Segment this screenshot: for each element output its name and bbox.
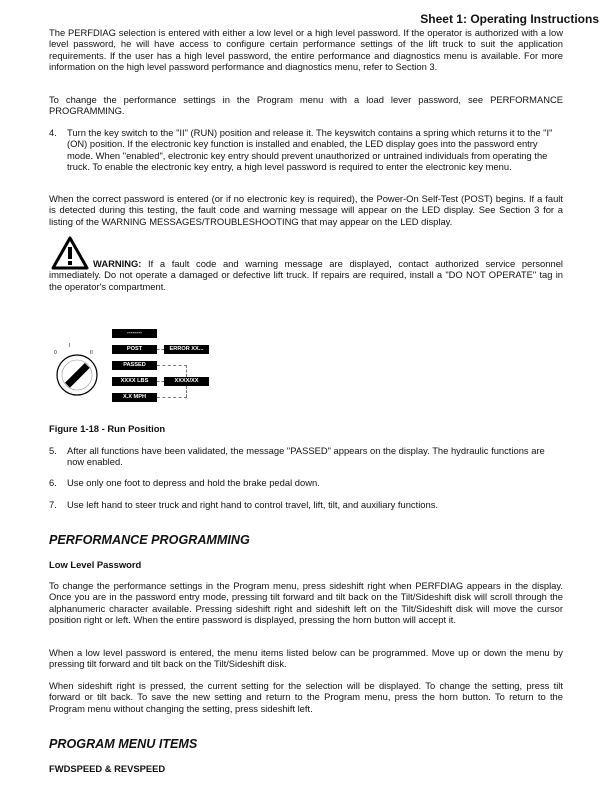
display-blank: -------- [112, 329, 157, 338]
display-passed: PASSED [112, 361, 157, 370]
post-paragraph: When the correct password is entered (or if no electronic key is required), the Power-On Self-Test (POST) begins. If a fault is detected during this testing, the fault code and warning message will appear on the LED display. See Section 3 for a listing of the WARNING MESSAGES/TROUBLESHOOTING that may appear on the LED display. [49, 193, 563, 227]
performance-programming-heading: PERFORMANCE PROGRAMMING [49, 533, 250, 547]
display-mph: X.X MPH [112, 393, 157, 402]
intro-paragraph: The PERFDIAG selection is entered with either a low level or a high level password. If the operator is authorized with a low level password, he will have access to configure certain performance settings of the lift truck to suit the application requirements. If the user has a high level password, the entire performance and diagnostics menu is available. For more information on the high level password performance and diagnostics menu, refer to Section 3. [49, 27, 563, 72]
display-xxx: XXXX/XX [164, 377, 209, 386]
connector-line [157, 365, 187, 366]
figure-caption: Figure 1-18 - Run Position [49, 423, 166, 434]
step-text: Use left hand to steer truck and right hand to control travel, lift, tilt, and auxiliary functions. [67, 499, 439, 510]
step-number: 7. [49, 499, 57, 510]
step-number: 6. [49, 477, 57, 488]
connector-line [186, 365, 187, 377]
dial-label-off: 0 [54, 350, 57, 356]
warning-label: WARNING: [93, 258, 142, 269]
low-level-paragraph-2: When a low level password is entered, the menu items listed below can be programmed. Move up or down the menu by pressing tilt forward and tilt back on the Tilt/Sideshift disk. [49, 647, 563, 670]
step-7 [49, 499, 563, 510]
fwdspeed-revspeed-heading: FWDSPEED & REVSPEED [49, 763, 166, 774]
program-menu-items-heading: PROGRAM MENU ITEMS [49, 737, 198, 751]
sheet-header: Sheet 1: Operating Instructions [420, 12, 599, 26]
warning-paragraph [49, 258, 563, 292]
change-settings-paragraph: To change the performance settings in the Program menu with a load lever password, see PERFORMANCE PROGRAMMING. [49, 94, 563, 117]
low-level-password-heading: Low Level Password [49, 559, 142, 570]
step-text: After all functions have been validated, the message "PASSED" appears on the display. The hydraulic functions are now enabled. [67, 445, 545, 468]
display-lbs: XXXX LBS [112, 377, 157, 386]
low-level-paragraph-1: To change the performance settings in the Program menu, press sideshift right when PERFDIAG appears in the display. Once you are in the password entry mode, pressing tilt forward and tilt back on the Tilt/Sideshift disk will scroll through the alphanumeric character available. Pressing sideshift right and sideshift left on the Tilt/Sideshift disk will move the cursor position right or left. When the entire password is displayed, pressing the horn button will accept it. [49, 580, 563, 625]
dial-label-run: II [90, 350, 93, 356]
warning-text: If a fault code and warning message are displayed, contact authorized service personnel immediately. Do not operate a damaged or defective lift truck. If repairs are required, install a "DO NOT OPERATE" tag in the operator's compartment. [49, 258, 563, 292]
step-4 [49, 127, 563, 172]
connector-line [157, 381, 164, 382]
connector-line [157, 349, 164, 350]
run-position-figure [52, 325, 232, 415]
display-post: POST [112, 345, 157, 354]
connector-line [157, 397, 187, 398]
step-text: Turn the key switch to the "II" (RUN) position and release it. The keyswitch contains a spring which returns it to the "I" (ON) position. If the electronic key function is installed and enabled, the LED display goes into the password entry mode. When "enabled", electronic key entry should prevent unauthorized or untrained individuals from operating the truck. To enable the electronic key entry, a high level password is required to enter the electronic key menu. [67, 127, 553, 172]
step-number: 4. [49, 127, 57, 138]
low-level-paragraph-3: When sideshift right is pressed, the current setting for the selection will be displayed. To change the setting, press tilt forward or tilt back. To save the new setting and return to the Program menu, press the horn button. To return to the Program menu without changing the setting, press sideshift left. [49, 680, 563, 714]
step-text: Use only one foot to depress and hold the brake pedal down. [67, 477, 320, 488]
display-error: ERROR XX... [164, 345, 209, 354]
step-number: 5. [49, 445, 57, 456]
dial-label-on: I [69, 343, 71, 349]
keyswitch-icon [52, 343, 102, 398]
step-6 [49, 477, 563, 488]
connector-line [186, 386, 187, 397]
step-5 [49, 445, 563, 468]
